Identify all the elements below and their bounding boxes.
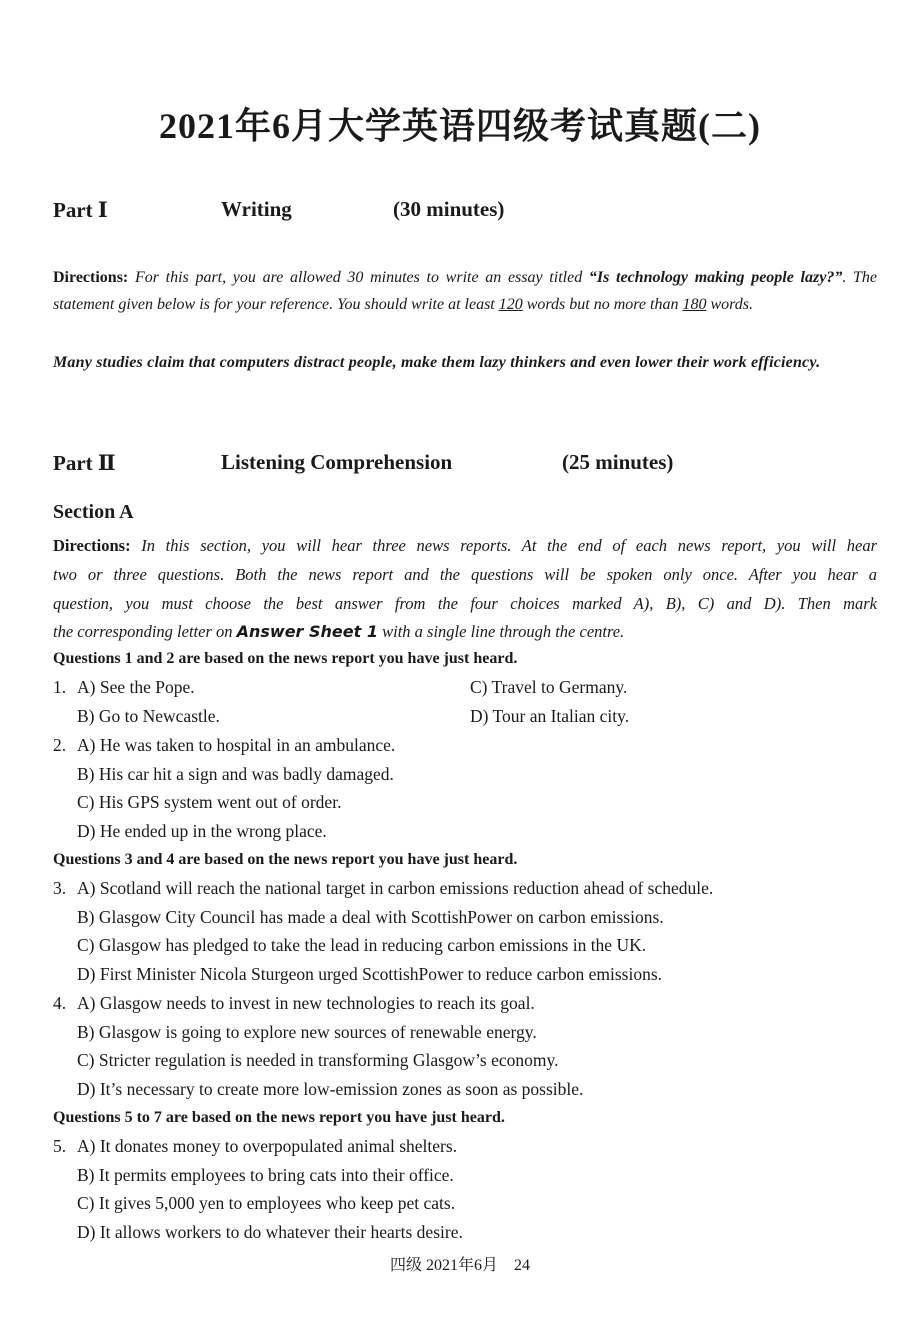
answer-sheet-label: Answer Sheet 1: [236, 622, 378, 642]
directions-line-4a: the corresponding letter on: [53, 622, 237, 642]
part1-label: Part Ⅰ: [53, 198, 108, 222]
part1-name: Writing: [221, 197, 292, 221]
option-b: B) Go to Newcastle.: [77, 706, 220, 726]
option-c: C) Stricter regulation is needed in transforming Glasgow’s economy.: [77, 1050, 559, 1070]
part1-time: (30 minutes): [393, 197, 505, 221]
directions-line-4b: with a single line through the centre.: [377, 622, 625, 642]
option-d: D) He ended up in the wrong place.: [77, 821, 327, 841]
option-c: C) His GPS system went out of order.: [77, 792, 342, 812]
page-footer: [0, 1252, 920, 1275]
directions-text-a: For this part, you are allowed 30 minutes to write an essay titled: [128, 269, 589, 286]
directions-line-1-text: In this section, you will hear three news reports. At the end of each news report, you will hear: [130, 536, 877, 555]
footer-exam: 四级 2021年6月: [389, 1257, 498, 1274]
option-c: C) Travel to Germany.: [470, 677, 628, 697]
page-number: 24: [514, 1257, 530, 1274]
directions-line-3: question, you must choose the best answer from the four choices marked A), B), C) and D). Then mark: [53, 593, 877, 613]
option-c: C) Glasgow has pledged to take the lead in reducing carbon emissions in the UK.: [77, 935, 647, 955]
directions-text-d: words.: [706, 296, 753, 313]
option-a: A) See the Pope.: [77, 677, 195, 697]
option-a: A) It donates money to overpopulated animal shelters.: [77, 1136, 458, 1156]
option-d: D) It’s necessary to create more low-emission zones as soon as possible.: [77, 1079, 584, 1099]
part2-directions: [53, 532, 877, 647]
part2-header: [53, 450, 883, 484]
part2-name: Listening Comprehension: [221, 450, 453, 474]
directions-label: Directions:: [53, 269, 129, 286]
question-number: 2.: [53, 735, 67, 755]
writing-prompt: Many studies claim that computers distract people, make them lazy thinkers and even lower their work efficiency.: [53, 354, 821, 371]
section-title: Section A: [53, 501, 134, 523]
min-words: 120: [498, 296, 523, 313]
directions-line-4: [53, 618, 877, 647]
group-header: Questions 3 and 4 are based on the news report you have just heard.: [53, 851, 518, 868]
option-a: A) He was taken to hospital in an ambulance.: [77, 735, 396, 755]
directions-label: Directions:: [53, 536, 131, 555]
option-a: A) Glasgow needs to invest in new technologies to reach its goal.: [77, 993, 535, 1013]
option-c: C) It gives 5,000 yen to employees who keep pet cats.: [77, 1193, 456, 1213]
option-b: B) It permits employees to bring cats into their office.: [77, 1165, 454, 1185]
max-words: 180: [682, 296, 707, 313]
group-header: Questions 5 to 7 are based on the news report you have just heard.: [53, 1109, 505, 1126]
option-a: A) Scotland will reach the national target in carbon emissions reduction ahead of schedule.: [77, 878, 714, 898]
option-b: B) His car hit a sign and was badly damaged.: [77, 764, 394, 784]
directions-text-c: words but no more than: [522, 296, 683, 313]
part1-header: [53, 197, 883, 231]
option-d: D) It allows workers to do whatever their hearts desire.: [77, 1222, 463, 1242]
option-b: B) Glasgow City Council has made a deal with ScottishPower on carbon emissions.: [77, 907, 664, 927]
part2-label: Part Ⅱ: [53, 451, 116, 475]
question-number: 1.: [53, 677, 67, 697]
question-number: 5.: [53, 1136, 67, 1156]
part2-time: (25 minutes): [562, 450, 674, 474]
option-d: D) Tour an Italian city.: [470, 706, 630, 726]
directions-line-2: two or three questions. Both the news report and the questions will be spoken only once. After you hear a: [53, 564, 877, 584]
directions-text-b: . The statement given below is for your reference. You should write at least: [53, 269, 878, 313]
option-d: D) First Minister Nicola Sturgeon urged ScottishPower to reduce carbon emissions.: [77, 964, 663, 984]
page-title: 2021年6月大学英语四级考试真题(二): [159, 106, 761, 146]
essay-title: “Is technology making people lazy?”: [588, 269, 843, 286]
option-b: B) Glasgow is going to explore new sources of renewable energy.: [77, 1022, 537, 1042]
part1-directions: [53, 264, 877, 318]
question-number: 4.: [53, 993, 67, 1013]
group-header: Questions 1 and 2 are based on the news report you have just heard.: [53, 650, 518, 667]
question-number: 3.: [53, 878, 67, 898]
directions-line-1: [53, 532, 877, 561]
